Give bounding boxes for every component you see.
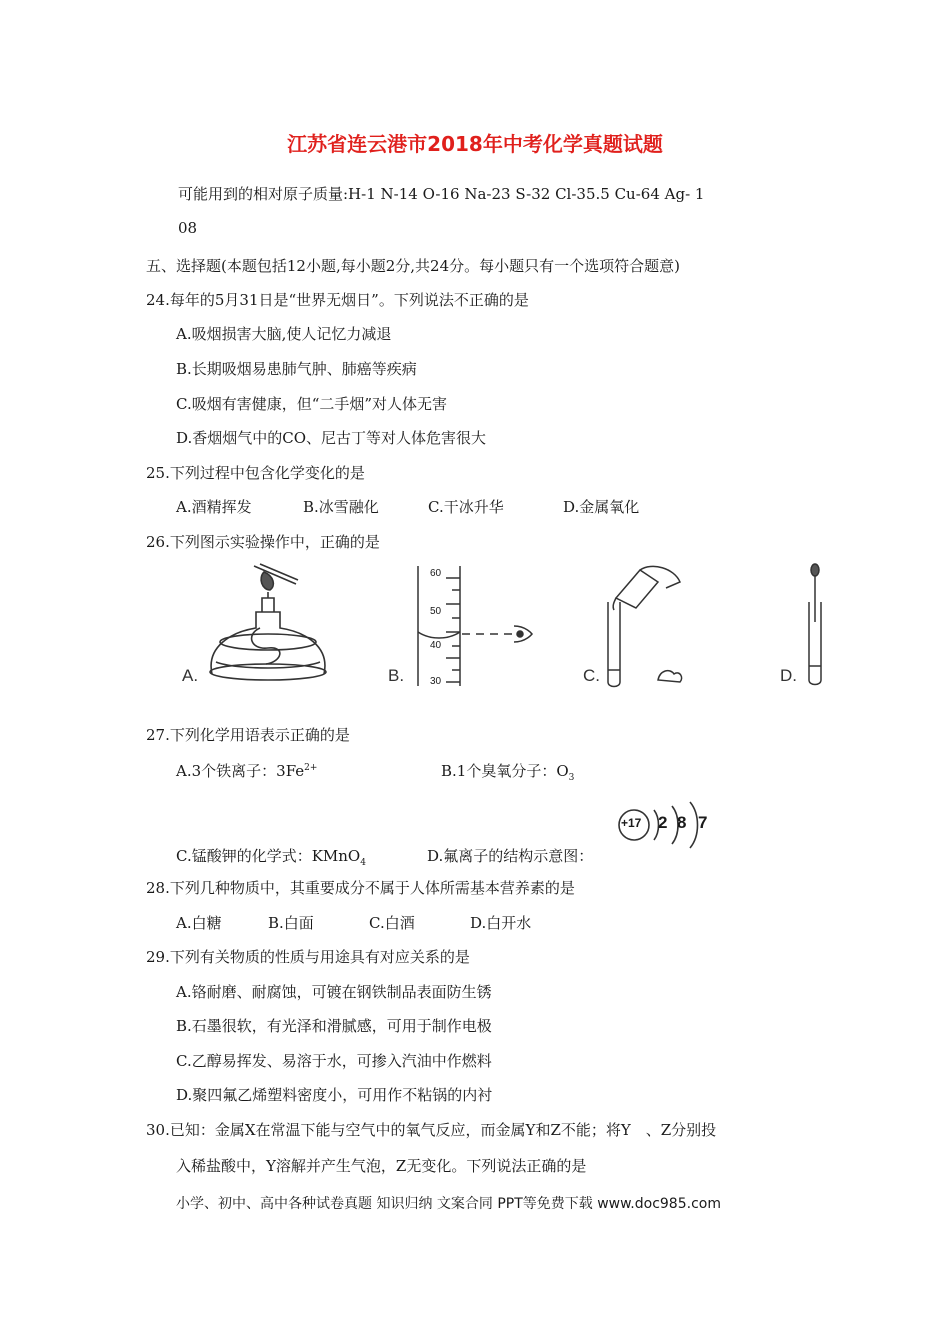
cylinder-tick-50: 50 [430, 606, 442, 617]
q28-option-a: A.白糖 [176, 914, 222, 932]
q27-option-b: B.1个臭氧分子：$O_3$ [441, 762, 575, 783]
question-25-stem: 25.下列过程中包含化学变化的是 [146, 464, 365, 482]
atomic-mass-line: 可能用到的相对原子质量:H-1 N-14 O-16 Na-23 S-32 Cl-35.5 Cu-64 Ag- 1 [178, 185, 705, 203]
q29-option-c: C.乙醇易挥发、易溶于水，可掺入汽油中作燃料 [176, 1052, 492, 1070]
figure-d-label: D. [780, 666, 797, 685]
page-title: 江苏省连云港市2018年中考化学真题试题 [287, 132, 663, 156]
ion-shell-2: 8 [677, 813, 687, 832]
q25-option-a: A.酒精挥发 [176, 498, 252, 516]
figure-a-label: A. [182, 666, 199, 685]
section-heading: 五、选择题(本题包括12小题,每小题2分,共24分。每小题只有一个选项符合题意) [146, 257, 680, 275]
q25-option-c: C.干冰升华 [428, 498, 504, 516]
q25-option-b: B.冰雪融化 [303, 498, 379, 516]
ion-shell-3: 7 [698, 813, 708, 832]
q27-option-c: C.锰酸钾的化学式：KMnO$_4$ [176, 847, 366, 868]
cylinder-tick-30: 30 [430, 676, 442, 687]
atomic-mass-line-cont: 08 [178, 219, 198, 237]
q29-option-d: D.聚四氟乙烯塑料密度小，可用作不粘锅的内衬 [176, 1086, 493, 1104]
q29-option-a: A.铬耐磨、耐腐蚀，可镀在钢铁制品表面防生锈 [176, 983, 492, 1001]
q28-option-d: D.白开水 [470, 914, 532, 932]
q29-option-b: B.石墨很软，有光泽和滑腻感，可用于制作电极 [176, 1017, 492, 1035]
figure-b-graduated-cylinder [410, 562, 540, 692]
cylinder-tick-40: 40 [430, 640, 442, 651]
figure-c-pouring-liquid [596, 562, 696, 692]
question-30-stem: 30.已知：金属X在常温下能与空气中的氧气反应，而金属Y和Z不能；将Y 、Z分别投 [146, 1121, 717, 1139]
question-29-stem: 29.下列有关物质的性质与用途具有对应关系的是 [146, 948, 470, 966]
q24-option-c: C.吸烟有害健康，但“二手烟”对人体无害 [176, 395, 448, 413]
q24-option-d: D.香烟烟气中的CO、尼古丁等对人体危害很大 [176, 429, 487, 447]
figure-c-label: C. [583, 666, 600, 685]
cylinder-tick-60: 60 [430, 568, 442, 579]
question-27-stem: 27.下列化学用语表示正确的是 [146, 726, 350, 744]
question-28-stem: 28.下列几种物质中，其重要成分不属于人体所需基本营养素的是 [146, 879, 575, 897]
q28-option-b: B.白面 [268, 914, 314, 932]
footer-note: 小学、初中、高中各种试卷真题 知识归纳 文案合同 PPT等免费下载 www.doc985.com [176, 1196, 721, 1212]
question-24-stem: 24.每年的5月31日是“世界无烟日”。下列说法不正确的是 [146, 291, 529, 309]
q28-option-c: C.白酒 [369, 914, 415, 932]
question-26-stem: 26.下列图示实验操作中，正确的是 [146, 533, 380, 551]
figure-d-dropper-in-tube [800, 562, 830, 692]
figure-b-label: B. [388, 666, 405, 685]
question-30-stem-cont: 入稀盐酸中，Y溶解并产生气泡，Z无变化。下列说法正确的是 [176, 1157, 587, 1175]
ion-shell-1: 2 [658, 813, 668, 832]
figure-a-alcohol-lamp [176, 562, 376, 692]
ion-nucleus-charge: +17 [621, 816, 642, 830]
q27-option-a: A.3个铁离子：$3Fe^{2+}$ [176, 762, 318, 780]
q24-option-a: A.吸烟损害大脑,使人记忆力减退 [176, 325, 392, 343]
q27-option-d: D.氟离子的结构示意图： [427, 847, 594, 865]
q24-option-b: B.长期吸烟易患肺气肿、肺癌等疾病 [176, 360, 417, 378]
q25-option-d: D.金属氧化 [563, 498, 640, 516]
